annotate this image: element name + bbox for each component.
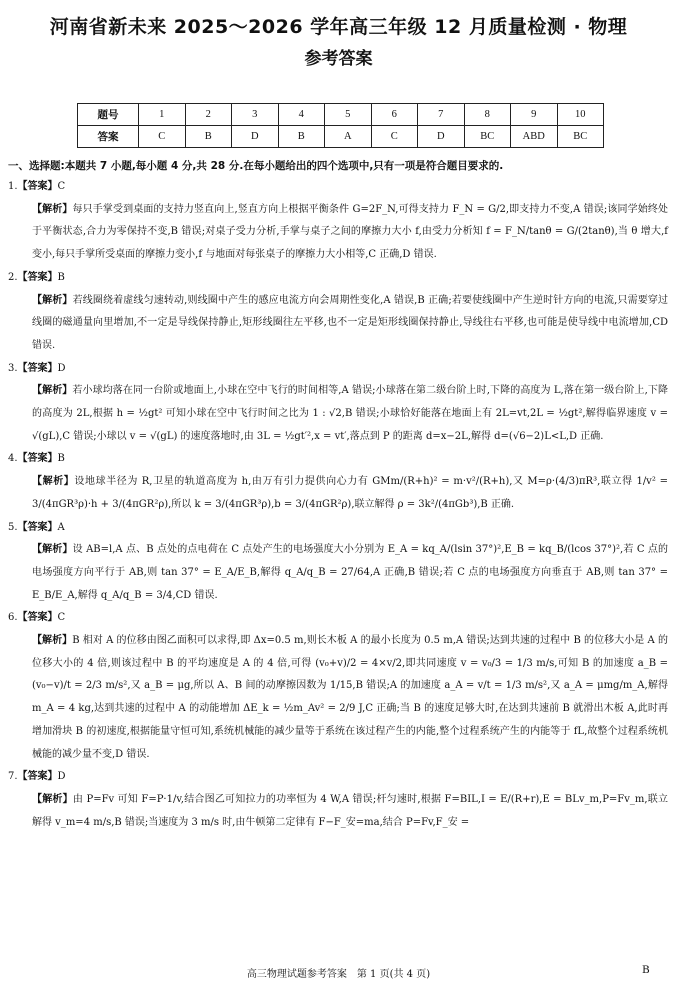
table-cell: 9 — [511, 104, 558, 126]
page-footer: 高三物理试题参考答案 第 1 页(共 4 页) — [246, 969, 431, 980]
question-number: 7. — [8, 771, 18, 783]
answer-table — [77, 103, 604, 148]
question-number: 6. — [8, 612, 18, 624]
table-cell: B — [185, 126, 232, 148]
explanation-tag: 【解析】 — [32, 203, 73, 215]
answer-tag: 【答案】 — [17, 612, 58, 624]
table-cell: BC — [464, 126, 511, 148]
answer-line — [8, 358, 668, 381]
table-cell: C — [139, 126, 186, 148]
answer-value: C — [57, 181, 66, 192]
explanation-tag: 【解析】 — [32, 294, 73, 306]
explanation — [8, 539, 668, 607]
table-cell: A — [325, 126, 372, 148]
table-cell: 3 — [232, 104, 279, 126]
table-cell: C — [371, 126, 418, 148]
answer-tag: 【答案】 — [17, 362, 58, 374]
explanation-text: 设 AB=l,A 点、B 点处的点电荷在 C 点处产生的电场强度大小分别为 E_A = kq_A/(lsin 37°)²,E_B = kq_B/(lcos 37°)²,若 C 点的电场强度方向平行于 AB,则 tan 37° = E_A/E_B,解得 q_A/q_B = 27/64,A 正确,B 错误;若 C 点的电场强度方向垂直于 AB,则 tan 37° = E_B/E_A,解得 q_A/q_B = 3/4,CD 错误. — [32, 544, 668, 601]
answer-value: B — [57, 453, 65, 465]
explanation — [8, 789, 668, 834]
question-block — [8, 448, 668, 516]
answer-tag: 【答案】 — [17, 521, 58, 533]
explanation-text: 由 P=Fv 可知 F=P·1/v,结合图乙可知拉力的功率恒为 4 W,A 错误;杆匀速时,根据 F=BIL,I = E/(R+r),E = BLv_m,P=Fv_m,联立解得 v_m=4 m/s,B 错误;当速度为 3 m/s 时,由牛顿第二定律有 F−F_安=ma,结合 P=Fv,F_安 = — [32, 793, 668, 828]
explanation-tag: 【解析】 — [32, 385, 73, 397]
question-number: 5. — [8, 521, 18, 533]
answer-value: A — [57, 521, 65, 533]
answer-tag: 【答案】 — [17, 453, 58, 465]
table-cell: ABD — [511, 126, 558, 148]
explanation-tag: 【解析】 — [32, 476, 75, 488]
question-block — [8, 607, 668, 766]
answer-tag: 【答案】 — [17, 181, 58, 192]
explanation — [8, 199, 668, 267]
explanation-text: 若线圈绕着虚线匀速转动,则线圈中产生的感应电流方向会周期性变化,A 错误,B 正确;若要使线圈中产生逆时针方向的电流,只需要穿过线圈的磁通量向里增加,不一定是导线保持静止,矩形线圈往左平移,也不一定是矩形线圈保持静止,导线往右平移,也可能是使导线中电流增加,CD 错误. — [32, 294, 669, 351]
section-heading: 一、选择题:本题共 7 小题,每小题 4 分,共 28 分.在每小题给出的四个选项中,只有一项是符合题目要求的. — [8, 160, 504, 172]
table-cell: 1 — [139, 104, 186, 126]
table-cell: D — [232, 126, 279, 148]
answer-table-answer-row — [78, 126, 604, 148]
document-subtitle: 参考答案 — [304, 49, 373, 69]
table-cell: 8 — [464, 104, 511, 126]
solutions-body — [8, 176, 668, 834]
answer-value: D — [57, 771, 66, 783]
answer-line — [8, 448, 668, 471]
explanation-tag: 【解析】 — [32, 544, 73, 556]
answer-tag: 【答案】 — [17, 771, 58, 783]
table-cell: 10 — [557, 104, 604, 126]
question-block — [8, 766, 668, 834]
answer-table-number-row — [78, 104, 604, 126]
question-block — [8, 267, 668, 358]
answer-line — [8, 607, 668, 630]
table-cell: 2 — [185, 104, 232, 126]
question-block — [8, 517, 668, 608]
answer-line — [8, 267, 668, 290]
answer-value: C — [57, 612, 66, 624]
table-cell: BC — [557, 126, 604, 148]
explanation — [8, 630, 668, 766]
explanation-text: 每只手掌受到桌面的支持力竖直向上,竖直方向上根据平衡条件 G=2F_N,可得支持力 F_N = G/2,即支持力不变,A 错误;该同学始终处于平衡状态,合力为零保持不变,B 错误;对桌子受力分析,手掌与桌子之间的摩擦力大小 f,由受力分析知 f = F_N/tanθ = G/(2tanθ),当 θ 增大,f 变小,每只手掌所受桌面的摩擦力变小,f 与地面对每张桌子的摩擦力大小相等,C 正确,D 错误. — [32, 203, 668, 261]
row-label-number: 题号 — [78, 104, 139, 126]
answer-value: D — [57, 362, 66, 374]
version-mark: B — [642, 964, 650, 976]
explanation — [8, 380, 668, 448]
answer-value: B — [57, 271, 65, 283]
question-number: 2. — [8, 271, 18, 283]
answer-line — [8, 517, 668, 540]
question-block — [8, 358, 668, 449]
answer-line — [8, 766, 668, 789]
answer-tag: 【答案】 — [17, 271, 58, 283]
explanation — [8, 290, 668, 358]
question-block — [8, 176, 668, 267]
table-cell: B — [278, 126, 325, 148]
explanation-text: B 相对 A 的位移由图乙面积可以求得,即 Δx=0.5 m,则长木板 A 的最小长度为 0.5 m,A 错误;达到共速的过程中 B 的位移大小是 A 的位移大小的 4 倍,则该过程中 B 的平均速度是 A 的 4 倍,可得 (v₀+v)/2 = 4×v/2,即共同速度 v = v₀/3 = 1/3 m/s,可知 B 的加速度 a_B = (v₀−v)/t = 2/3 m/s²,又 a_B = μg,所以 A、B 间的动摩擦因数为 1/15,B 错误;A 的加速度 a_A = v/t = 1/3 m/s²,又 a_A = μmg/m_A,解得 m_A = 4 kg,达到共速的过程中 A 的动能增加 ΔE_k = ½m_Av² = 2/9 J,C 正确;当 B 的速度足够大时,在达到共速前 B 就滑出木板 A,此时再增加滑块 B 的初速度,根据能量守恒可知,系统机械能的减少量等于系统在该过程产生的内能,整个过程系统产生的内能等于 fL,故整个过程系统机械能的减少量不变,D 错误. — [32, 635, 668, 760]
answer-line — [8, 176, 668, 199]
table-cell: 7 — [418, 104, 465, 126]
row-label-answer: 答案 — [78, 126, 139, 148]
explanation-tag: 【解析】 — [32, 793, 73, 805]
explanation-text: 设地球半径为 R,卫星的轨道高度为 h,由万有引力提供向心力有 GMm/(R+h)² = m·v²/(R+h),又 M=ρ·(4/3)πR³,联立得 1/v² = 3/(4πGR³ρ)·h + 3/(4πGR²ρ),所以 k = 3/(4πGR³ρ),b = 3/(4πGR²ρ),联立解得 ρ = 3k²/(4πGb³),B 正确. — [32, 476, 669, 510]
table-cell: D — [418, 126, 465, 148]
question-number: 1. — [8, 181, 18, 192]
explanation-tag: 【解析】 — [32, 635, 73, 647]
table-cell: 6 — [371, 104, 418, 126]
question-number: 4. — [8, 453, 18, 465]
question-number: 3. — [8, 362, 18, 374]
table-cell: 5 — [325, 104, 372, 126]
table-cell: 4 — [278, 104, 325, 126]
explanation — [8, 471, 668, 516]
document-title: 河南省新未来 2025～2026 学年高三年级 12 月质量检测 · 物理 — [49, 16, 628, 38]
explanation-text: 若小球均落在同一台阶或地面上,小球在空中飞行的时间相等,A 错误;小球落在第二级台阶上时,下降的高度为 L,落在第一级台阶上,下降的高度为 2L,根据 h = ½gt² 可知小球在空中飞行时间之比为 1 : √2,B 错误;小球恰好能落在地面上有 2L=vt,2L = ½gt²,解得临界速度 v = √(gL),C 错误;小球以 v = √(gL) 的速度落地时,由 3L = ½gt′²,x = vt′,落点到 P 的距离 d=x−2L,解得 d=(√6−2)L<L,D 正确. — [32, 385, 669, 442]
